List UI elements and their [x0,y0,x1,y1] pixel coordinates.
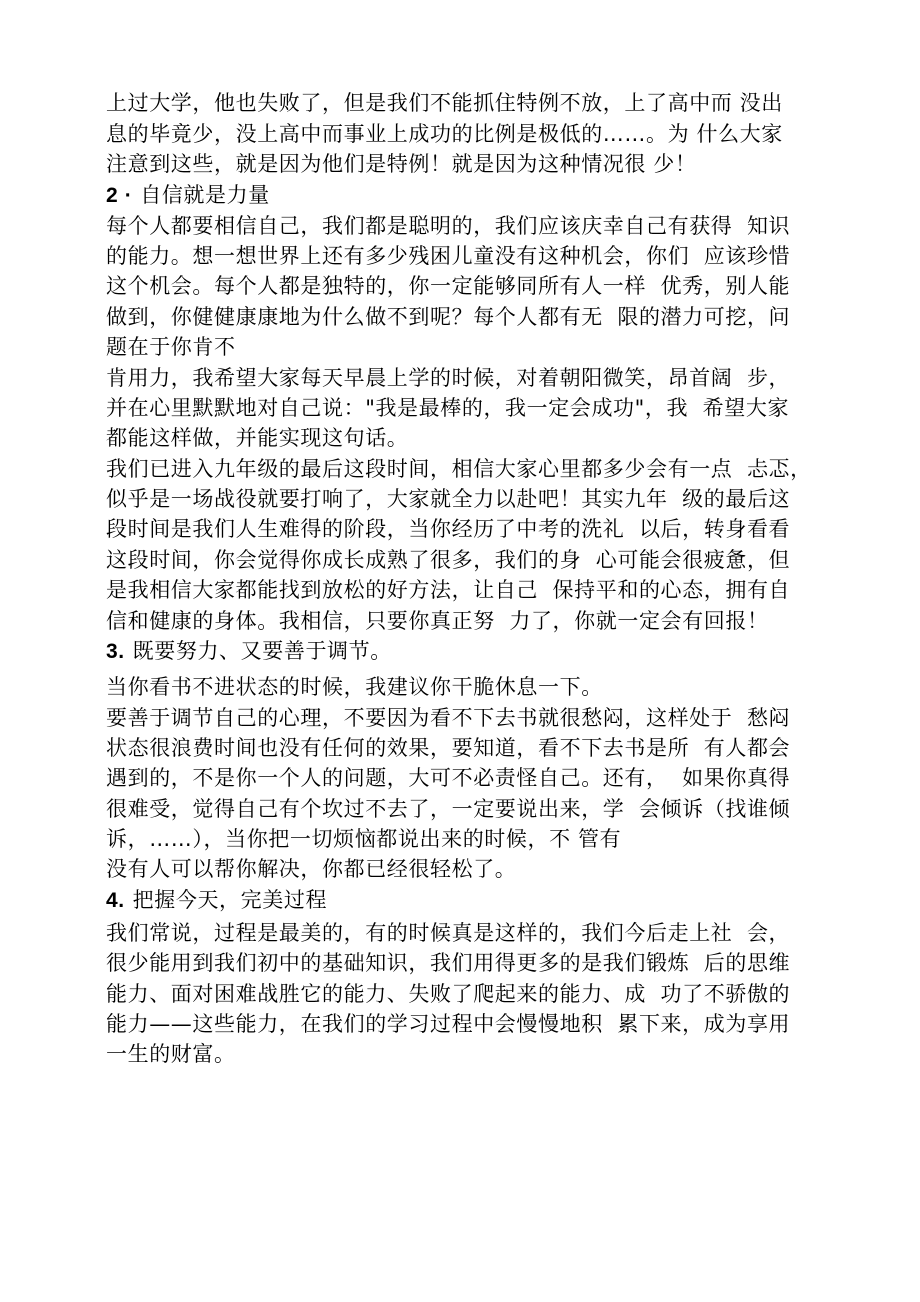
body-line: 能力——这些能力，在我们的学习过程中会慢慢地积 累下来，成为享用 [106,1012,791,1036]
body-line: 题在于你肯不 [106,335,236,359]
body-line: 一生的财富。 [106,1042,236,1066]
section-number: 3. [106,640,125,663]
body-line: 这段时间，你会觉得你成长成熟了很多，我们的身 心可能会很疲惫，但 [106,548,791,572]
section-title: 把握今天，完美过程 [132,888,328,912]
body-line: 是我相信大家都能找到放松的好方法，让自己 保持平和的心态，拥有自 [106,578,791,602]
body-line: 并在心里默默地对自己说："我是最棒的，我一定会成功"，我 希望大家 [106,396,790,420]
body-line: 段时间是我们人生难得的阶段，当你经历了中考的洗礼 以后，转身看看 [106,517,791,541]
body-line: 状态很浪费时间也没有任何的效果，要知道，看不下去书是所 有人都会 [106,736,791,760]
section-title: 既要努力、又要善于调节。 [132,639,392,663]
body-line: 信和健康的身体。我相信，只要你真正努 力了，你就一定会有回报！ [106,609,769,633]
body-line: 没有人可以帮你解决，你都已经很轻松了。 [106,857,517,881]
body-line: 很少能用到我们初中的基础知识，我们用得更多的是我们锻炼 后的思维 [106,951,791,975]
body-line: 能力、面对困难战胜它的能力、失败了爬起来的能力、成 功了不骄傲的 [106,982,791,1006]
body-line: 都能这样做，并能实现这句话。 [106,426,409,450]
body-line: 很难受，觉得自己有个坎过不去了，一定要说出来，学 会倾诉（找谁倾 [106,797,791,821]
section-heading-4 [106,885,327,916]
body-line: 上过大学，他也失败了，但是我们不能抓住特例不放，上了高中而 没出 [106,91,783,115]
body-line: 注意到这些，就是因为他们是特例！就是因为这种情况很 少！ [106,152,697,176]
body-line: 当你看书不进状态的时候，我建议你干脆休息一下。 [106,675,603,699]
body-line: 做到，你健健康康地为什么做不到呢？每个人都有无 限的潜力可挖，问 [106,305,791,329]
section-heading-2 [106,180,270,211]
body-line: 的能力。想一想世界上还有多少残困儿童没有这种机会，你们 应该珍惜 [106,244,791,268]
body-line: 我们常说，过程是最美的，有的时候真是这样的，我们今后走上社 会， [106,921,791,945]
body-line: 遇到的，不是你一个人的问题，大可不必责怪自己。还有， 如果你真得 [106,766,791,790]
section-title: 自信就是力量 [140,183,270,207]
section-number: 2 · [106,184,133,207]
section-number: 4. [106,889,125,912]
body-line: 每个人都要相信自己，我们都是聪明的，我们应该庆幸自己有获得 知识 [106,214,791,238]
body-line: 这个机会。每个人都是独特的，你一定能够同所有人一样 优秀，别人能 [106,274,791,298]
body-line: 息的毕竟少，没上高中而事业上成功的比例是极低的……。为 什么大家 [106,122,783,146]
body-line: 诉，……），当你把一切烦恼都说出来的时候，不 管有 [106,827,622,851]
section-heading-3 [106,636,392,667]
body-line: 要善于调节自己的心理，不要因为看不下去书就很愁闷，这样处于 愁闷 [106,706,791,730]
body-line: 我们已进入九年级的最后这段时间，相信大家心里都多少会有一点 忐忑， [106,457,812,481]
body-line: 肯用力，我希望大家每天早晨上学的时候，对着朝阳微笑，昂首阔 步， [106,366,791,390]
body-line: 似乎是一场战役就要打响了，大家就全力以赴吧！其实九年 级的最后这 [106,487,791,511]
